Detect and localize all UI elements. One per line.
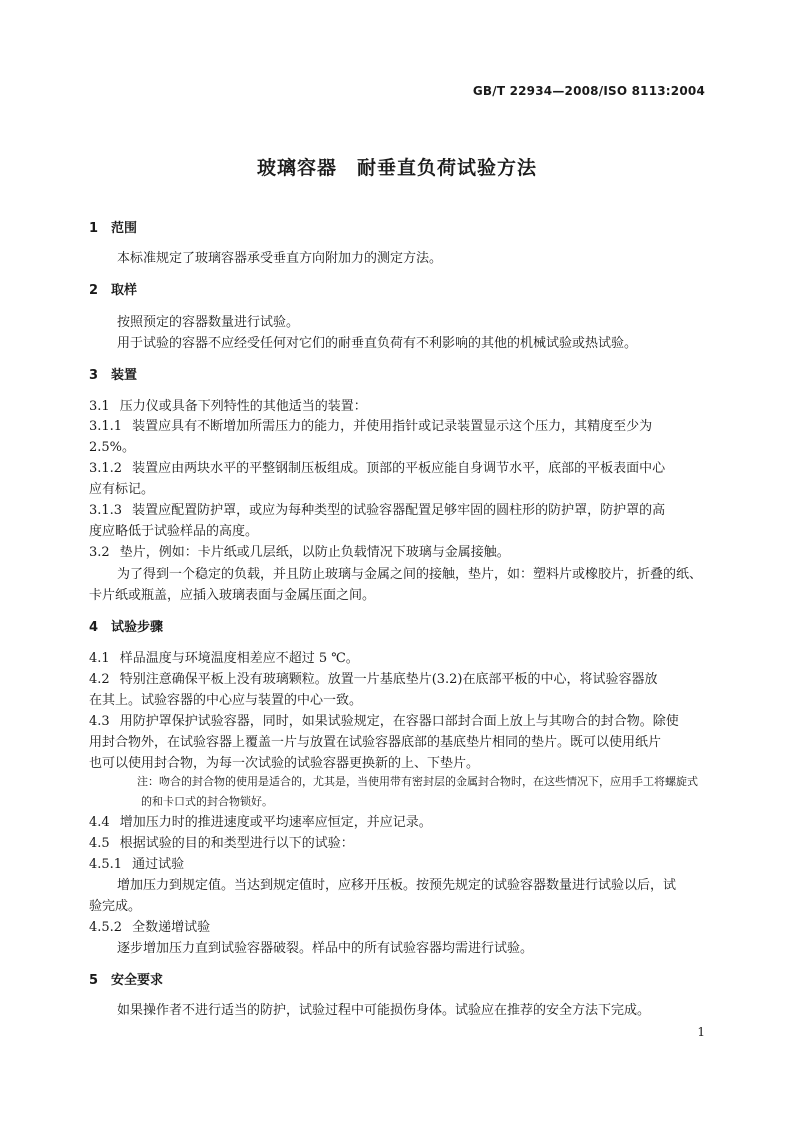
paragraph: 用于试验的容器不应经受任何对它们的耐垂直负荷有不利影响的其他的机械试验或热试验。 <box>117 336 638 351</box>
section-3-heading <box>89 365 706 386</box>
clause-3-2 <box>89 542 706 563</box>
paragraph: 本标准规定了玻璃容器承受垂直方向附加力的测定方法。 <box>117 251 443 266</box>
clause-3-1-2 <box>89 458 706 479</box>
paragraph: 逐步增加压力直到试验容器破裂。样品中的所有试验容器均需进行试验。 <box>117 941 534 956</box>
paragraph: 增加压力到规定值。当达到规定值时，应移开压板。按预先规定的试验容器数量进行试验以后，试 <box>117 878 677 893</box>
clause-text: 压力仪或具备下列特性的其他适当的装置： <box>119 399 367 414</box>
clause-4-5 <box>89 833 706 854</box>
note-continuation: 的和卡口式的封合物锁好。 <box>141 795 273 808</box>
clause-3-1 <box>89 396 706 417</box>
clause-text: 垫片，例如：卡片纸或几层纸，以防止负载情况下玻璃与金属接触。 <box>119 545 510 560</box>
clause-text: 装置应具有不断增加所需压力的能力，并使用指针或记录装置显示这个压力，其精度至少为 <box>132 419 653 434</box>
section-5-heading <box>89 970 706 991</box>
page-title: 玻璃容器 耐垂直负荷试验方法 <box>256 157 537 179</box>
clause-continuation: 度应略低于试验样品的高度。 <box>89 524 259 539</box>
clause-number: 3.2 <box>89 545 110 560</box>
clause-4-5-1 <box>89 854 706 875</box>
clause-4-1 <box>89 648 706 669</box>
clause-4-4 <box>89 812 706 833</box>
clause-3-1-1 <box>89 416 706 437</box>
clause-number: 4.3 <box>89 714 110 729</box>
paragraph-continuation: 卡片纸或瓶盖，应插入玻璃表面与金属压面之间。 <box>89 588 376 603</box>
clause-number: 3.1.3 <box>89 503 123 518</box>
section-title: 范围 <box>111 221 138 236</box>
section-2-heading <box>89 280 706 301</box>
clause-number: 3.1.1 <box>89 419 123 434</box>
clause-continuation: 应有标记。 <box>89 482 155 497</box>
clause-text: 增加压力时的推进速度或平均速率应恒定，并应记录。 <box>119 815 432 830</box>
clause-number: 3.1 <box>89 399 110 414</box>
clause-continuation: 也可以使用封合物，为每一次试验的试验容器更换新的上、下垫片。 <box>89 756 480 771</box>
clause-number: 4.1 <box>89 651 110 666</box>
section-number: 3 <box>89 368 99 383</box>
section-number: 2 <box>89 283 99 298</box>
clause-number: 4.5.1 <box>89 857 123 872</box>
section-1-heading <box>89 218 706 239</box>
clause-text: 全数递增试验 <box>132 920 211 935</box>
section-number: 1 <box>89 221 99 236</box>
clause-number: 3.1.2 <box>89 461 123 476</box>
paragraph-continuation: 验完成。 <box>89 899 142 914</box>
clause-number: 4.4 <box>89 815 110 830</box>
standard-code: GB/T 22934—2008/ISO 8113:2004 <box>472 84 705 98</box>
paragraph: 如果操作者不进行适当的防护，试验过程中可能损伤身体。试验应在推荐的安全方法下完成。 <box>117 1003 651 1018</box>
section-4-heading <box>89 617 706 638</box>
page-number: 1 <box>697 1025 705 1039</box>
clause-4-2 <box>89 669 706 690</box>
clause-text: 根据试验的目的和类型进行以下的试验： <box>119 836 354 851</box>
clause-number: 4.5 <box>89 836 110 851</box>
note: 注：吻合的封合物的使用是适合的，尤其是，当使用带有密封层的金属封合物时，在这些情况下，应用手工将螺旋式 <box>137 775 698 788</box>
clause-4-3 <box>89 711 706 732</box>
clause-text: 通过试验 <box>132 857 185 872</box>
clause-continuation: 2.5%。 <box>89 440 136 455</box>
clause-continuation: 在其上。试验容器的中心应与装置的中心一致。 <box>89 693 363 708</box>
section-title: 装置 <box>111 368 138 383</box>
paragraph: 为了得到一个稳定的负载，并且防止玻璃与金属之间的接触，垫片，如：塑料片或橡胶片，折叠的纸、 <box>117 567 703 582</box>
clause-number: 4.2 <box>89 672 110 687</box>
clause-text: 样品温度与环境温度相差应不超过 5 ℃。 <box>119 651 359 666</box>
section-title: 取样 <box>111 283 138 298</box>
clause-4-5-2 <box>89 917 706 938</box>
section-title: 试验步骤 <box>111 620 164 635</box>
clause-3-1-3 <box>89 500 706 521</box>
clause-continuation: 用封合物外，在试验容器上覆盖一片与放置在试验容器底部的基底垫片相同的垫片。既可以使用纸片 <box>89 735 662 750</box>
section-number: 5 <box>89 973 99 988</box>
section-title: 安全要求 <box>111 973 164 988</box>
paragraph: 按照预定的容器数量进行试验。 <box>117 315 300 330</box>
clause-text: 特别注意确保平板上没有玻璃颗粒。放置一片基底垫片(3.2)在底部平板的中心，将试验容器放 <box>119 672 658 687</box>
clause-text: 装置应配置防护罩，或应为每种类型的试验容器配置足够牢固的圆柱形的防护罩，防护罩的高 <box>132 503 666 518</box>
clause-text: 装置应由两块水平的平整钢制压板组成。顶部的平板应能自身调节水平，底部的平板表面中心 <box>132 461 666 476</box>
clause-number: 4.5.2 <box>89 920 123 935</box>
section-number: 4 <box>89 620 99 635</box>
clause-text: 用防护罩保护试验容器，同时，如果试验规定，在容器口部封合面上放上与其吻合的封合物。除使 <box>119 714 679 729</box>
